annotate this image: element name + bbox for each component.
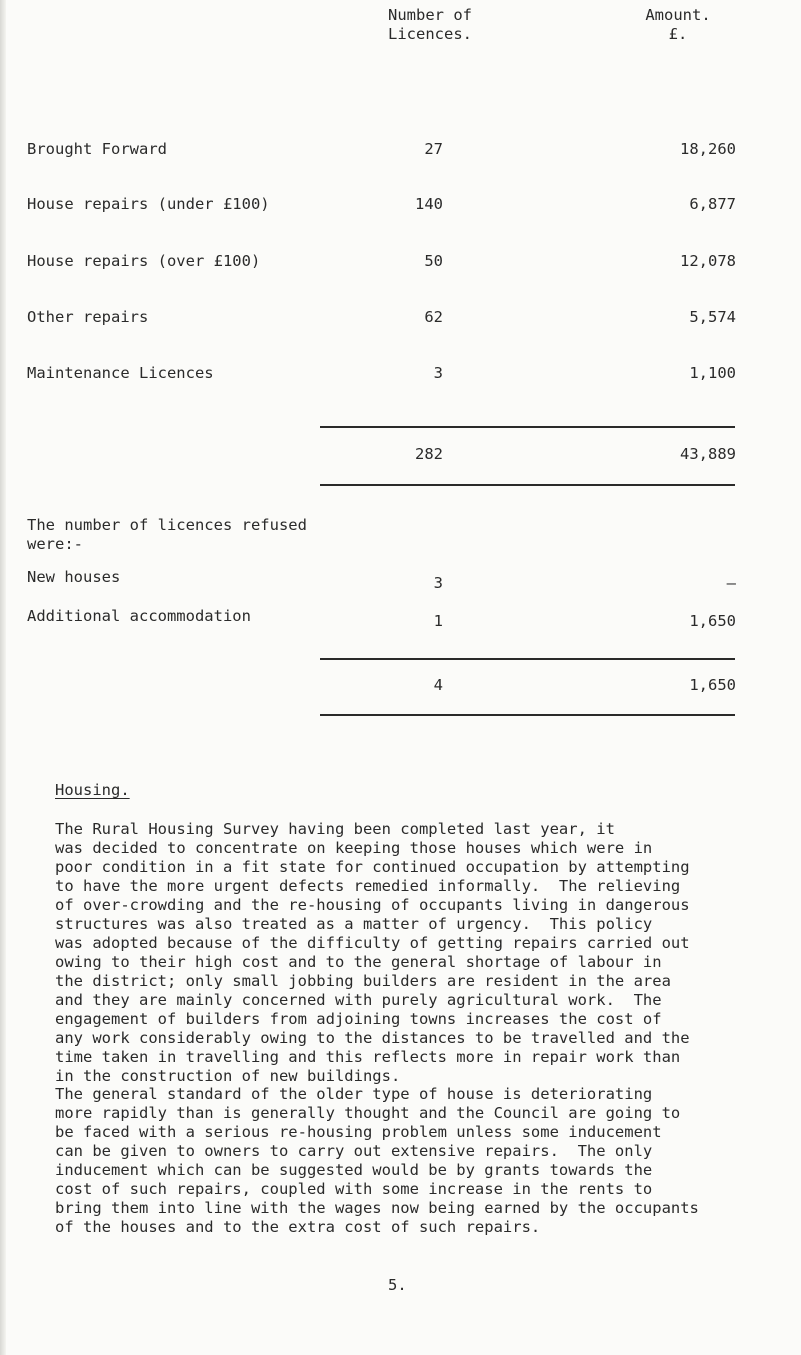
row-number: 50 [424,252,443,270]
refused-row-label: New houses [27,568,121,586]
refused-row-number: 3 [433,574,443,592]
row-amount: 6,877 [689,195,736,213]
col-header-amount: Amount. £. [645,6,711,43]
refused-total-number: 4 [433,676,443,694]
page-binding-edge [0,0,6,1355]
row-number: 27 [424,140,443,158]
row-label: Maintenance Licences [27,364,214,382]
col-header-number: Number of Licences. [388,6,472,43]
refused-rule-bottom [320,714,735,716]
refused-row-amount: – [726,574,736,592]
row-number: 140 [415,195,443,213]
row-number: 3 [433,364,443,382]
total-number: 282 [415,445,443,463]
row-amount: 5,574 [689,308,736,326]
total-rule-top [320,426,735,428]
row-label: House repairs (over £100) [27,252,261,270]
refused-total-amount: 1,650 [689,676,736,694]
row-amount: 18,260 [680,140,736,158]
row-label: House repairs (under £100) [27,195,270,213]
paragraph: The Rural Housing Survey having been completed last year, it was decided to concentrate on keeping those houses which were in poor condition in a fit state for continued occupation by attempting to have the more urgent defects remedied informally. The relieving of over-crowding and the re-housing of occupants living in dangerous structures was also treated as a matter of urgency. This policy was adopted because of the difficulty of getting repairs carried out owing to their high cost and to the general shortage of labour in the district; only small jobbing builders are resident in the area and they are mainly concerned with purely agricultural work. The engagement of builders from adjoining towns increases the cost of any work considerably owing to the distances to be travelled and the time taken in travelling and this reflects more in repair work than in the construction of new buildings. [55,820,690,1085]
paragraph: The general standard of the older type of house is deteriorating more rapidly than is generally thought and the Council are going to be faced with a serious re-housing problem unless some inducement can be given to owners to carry out extensive repairs. The only inducement which can be suggested would be by grants towards the cost of such repairs, coupled with some increase in the rents to bring them into line with the wages now being earned by the occupants of the houses and to the extra cost of such repairs. [55,1085,699,1236]
refused-row-amount: 1,650 [689,612,736,630]
refused-intro: The number of licences refused were:- [27,516,307,553]
total-amount: 43,889 [680,445,736,463]
refused-row-label: Additional accommodation [27,607,251,625]
row-number: 62 [424,308,443,326]
row-amount: 1,100 [689,364,736,382]
refused-row-number: 1 [433,612,443,630]
total-rule-bottom [320,484,735,486]
row-amount: 12,078 [680,252,736,270]
section-heading: Housing. [55,781,130,799]
refused-rule-top [320,658,735,660]
page-number: 5. [388,1276,407,1294]
row-label: Brought Forward [27,140,167,158]
row-label: Other repairs [27,308,149,326]
